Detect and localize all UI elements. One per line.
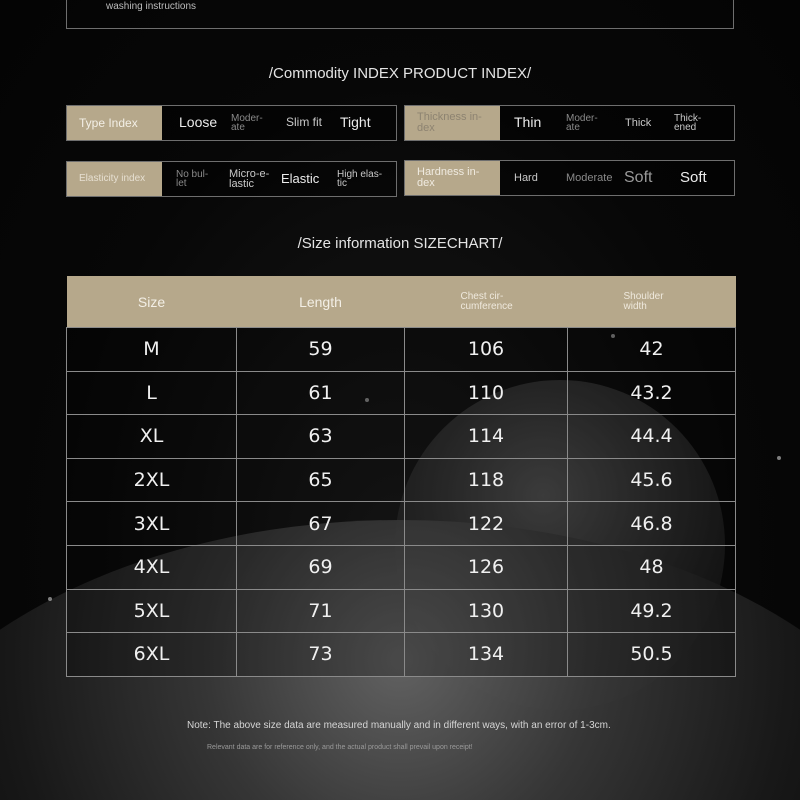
cell-chest: 118 xyxy=(405,458,568,502)
thickness-index-label: Thickness in- dex xyxy=(405,106,500,140)
cell-shoulder: 46.8 xyxy=(568,502,736,546)
cell-shoulder: 43.2 xyxy=(568,371,736,415)
cell-size: 5XL xyxy=(67,589,237,633)
measurement-note: Note: The above size data are measured manually and in different ways, with an error of 1-3cm. xyxy=(187,720,611,731)
size-chart-table xyxy=(66,276,736,677)
type-option-tight: Tight xyxy=(340,114,371,131)
thickness-option-thick: Thick xyxy=(625,116,652,129)
cell-shoulder: 50.5 xyxy=(568,633,736,677)
hardness-option-soft-2: Soft xyxy=(680,168,707,186)
cell-chest: 122 xyxy=(405,502,568,546)
hardness-index-label: Hardness in- dex xyxy=(405,161,500,195)
header-length: Length xyxy=(237,276,405,328)
cell-chest: 114 xyxy=(405,415,568,459)
star-decoration xyxy=(777,456,781,460)
cell-shoulder: 49.2 xyxy=(568,589,736,633)
cell-size: 2XL xyxy=(67,458,237,502)
cell-length: 67 xyxy=(237,502,405,546)
commodity-index-title: /Commodity INDEX PRODUCT INDEX/ xyxy=(268,65,532,82)
cell-chest: 134 xyxy=(405,633,568,677)
thickness-option-thin: Thin xyxy=(514,114,542,131)
cell-size: 6XL xyxy=(67,633,237,677)
cell-length: 69 xyxy=(237,545,405,589)
thickness-option-moderate: Moder- ate xyxy=(566,112,598,133)
type-index-row xyxy=(66,105,397,141)
cell-size: 3XL xyxy=(67,502,237,546)
cell-chest: 110 xyxy=(405,371,568,415)
header-shoulder: Shoulder width xyxy=(568,276,736,328)
elasticity-index-label: Elasticity index xyxy=(67,162,162,196)
cell-chest: 130 xyxy=(405,589,568,633)
hardness-option-hard: Hard xyxy=(514,171,538,184)
table-row xyxy=(67,415,736,459)
thickness-index-row xyxy=(404,105,735,141)
hardness-index-row xyxy=(404,160,735,196)
table-row xyxy=(67,545,736,589)
table-row xyxy=(67,589,736,633)
hardness-option-moderate: Moderate xyxy=(566,171,613,184)
type-option-loose: Loose xyxy=(179,114,218,131)
cell-length: 61 xyxy=(237,371,405,415)
table-row xyxy=(67,458,736,502)
cell-length: 71 xyxy=(237,589,405,633)
table-row xyxy=(67,633,736,677)
cell-size: 4XL xyxy=(67,545,237,589)
table-row xyxy=(67,371,736,415)
elasticity-option-high-elastic: High elas- tic xyxy=(337,168,383,189)
washing-instructions-text: washing instructions xyxy=(106,1,197,12)
type-index-label: Type Index xyxy=(67,106,162,140)
size-chart-title: /Size information SIZECHART/ xyxy=(297,235,503,252)
cell-length: 63 xyxy=(237,415,405,459)
type-option-moderate: Moder- ate xyxy=(231,112,263,133)
cell-size: L xyxy=(67,371,237,415)
cell-length: 65 xyxy=(237,458,405,502)
thickness-option-thickened: Thick- ened xyxy=(674,112,702,133)
cell-length: 73 xyxy=(237,633,405,677)
cell-shoulder: 42 xyxy=(568,328,736,372)
washing-instructions-box xyxy=(66,0,734,29)
elasticity-option-elastic: Elastic xyxy=(281,170,320,186)
cell-chest: 126 xyxy=(405,545,568,589)
cell-shoulder: 48 xyxy=(568,545,736,589)
table-row xyxy=(67,502,736,546)
hardness-option-soft-1: Soft xyxy=(624,169,653,187)
cell-chest: 106 xyxy=(405,328,568,372)
elasticity-option-micro-elastic: Micro-e- lastic xyxy=(229,167,270,190)
header-chest: Chest cir- cumference xyxy=(405,276,568,328)
elasticity-option-no-bullet: No bul- let xyxy=(176,168,209,189)
cell-size: M xyxy=(67,328,237,372)
type-option-slim-fit: Slim fit xyxy=(286,115,322,130)
cell-length: 59 xyxy=(237,328,405,372)
size-table-header-row xyxy=(67,276,736,328)
star-decoration xyxy=(48,597,52,601)
table-row xyxy=(67,328,736,372)
reference-note: Relevant data are for reference only, and the actual product shall prevail upon receipt! xyxy=(207,744,473,751)
cell-size: XL xyxy=(67,415,237,459)
cell-shoulder: 44.4 xyxy=(568,415,736,459)
cell-shoulder: 45.6 xyxy=(568,458,736,502)
elasticity-index-row xyxy=(66,161,397,197)
header-size: Size xyxy=(67,276,237,328)
